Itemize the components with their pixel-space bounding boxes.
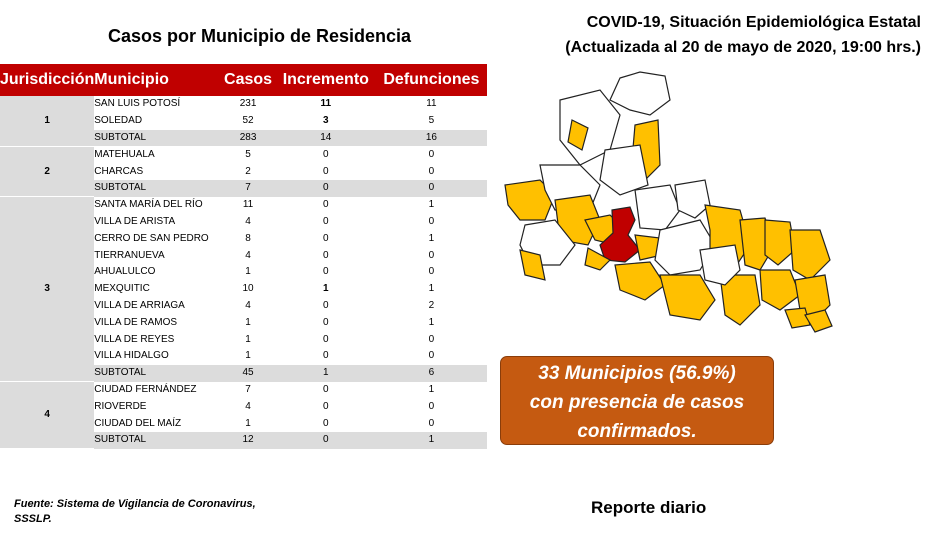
casos-cell: 4 <box>245 400 251 412</box>
municipality-region <box>760 270 800 310</box>
casos-cell: 2 <box>245 165 251 177</box>
source-line-2: SSSLP. <box>14 513 52 525</box>
municipio-cell: SANTA MARÍA DEL RÍO <box>94 199 203 211</box>
casos-cell: 11 <box>242 199 254 211</box>
subtotal-casos: 7 <box>220 180 276 197</box>
defunciones-cell: 0 <box>428 215 435 227</box>
defunciones-cell: 0 <box>428 333 435 345</box>
casos-cell: 7 <box>245 383 251 395</box>
defunciones-cell: 5 <box>428 115 435 127</box>
casos-cell: 4 <box>245 215 251 227</box>
callout-line-1: 33 Municipios (56.9%) <box>538 363 736 384</box>
defunciones-cell: 0 <box>428 148 435 160</box>
report-update-date: (Actualizada al 20 de mayo de 2020, 19:00 hrs.) <box>565 39 921 56</box>
municipio-cell: CIUDAD FERNÁNDEZ <box>94 383 197 395</box>
incremento-cell: 11 <box>320 98 332 110</box>
subtotal-casos: 12 <box>220 432 276 449</box>
defunciones-cell: 0 <box>428 266 435 278</box>
table-row <box>0 146 487 163</box>
table-title: Casos por Municipio de Residencia <box>108 26 412 46</box>
col-incremento: Incremento <box>276 64 376 96</box>
municipio-cell: MEXQUITIC <box>94 283 150 295</box>
municipio-cell: CHARCAS <box>94 165 144 177</box>
municipality-region <box>635 185 680 230</box>
jurisdiccion-cell: 3 <box>0 197 94 382</box>
municipality-region <box>600 145 648 195</box>
subtotal-incremento: 0 <box>276 180 376 197</box>
casos-cell: 4 <box>245 299 251 311</box>
incremento-cell: 0 <box>323 266 329 278</box>
municipio-cell: SAN LUIS POTOSÍ <box>94 98 181 110</box>
municipality-region <box>615 262 665 300</box>
report-title: COVID-19, Situación Epidemiológica Estatal <box>586 14 921 31</box>
jurisdiccion-cell: 4 <box>0 382 94 449</box>
defunciones-cell: 1 <box>428 383 435 395</box>
casos-cell: 4 <box>245 249 251 261</box>
municipality-region <box>610 72 670 115</box>
source-note <box>14 497 304 527</box>
subtotal-label: SUBTOTAL <box>94 365 220 382</box>
callout-line-2: con presencia de casos <box>529 392 745 413</box>
defunciones-cell: 1 <box>428 283 435 295</box>
defunciones-cell: 0 <box>428 350 435 362</box>
summary-callout <box>500 356 774 445</box>
report-label: Reporte diario <box>591 498 707 517</box>
casos-cell: 1 <box>245 350 251 362</box>
incremento-cell: 3 <box>323 115 329 127</box>
defunciones-cell: 11 <box>426 98 437 110</box>
defunciones-cell: 0 <box>428 417 435 429</box>
subtotal-defunciones: 16 <box>376 130 487 147</box>
col-jurisdiccion: Jurisdicción <box>0 64 94 96</box>
jurisdiccion-cell: 1 <box>0 96 94 146</box>
subtotal-label: SUBTOTAL <box>94 432 220 449</box>
casos-cell: 1 <box>245 266 251 278</box>
defunciones-cell: 0 <box>428 249 435 261</box>
municipio-cell: VILLA HIDALGO <box>94 350 169 362</box>
defunciones-cell: 0 <box>428 165 435 177</box>
incremento-cell: 0 <box>323 165 329 177</box>
defunciones-cell: 0 <box>428 400 435 412</box>
casos-cell: 231 <box>239 98 257 110</box>
casos-cell: 1 <box>245 333 251 345</box>
municipality-region <box>660 275 715 320</box>
municipio-cell: CIUDAD DEL MAÍZ <box>94 417 182 429</box>
subtotal-label: SUBTOTAL <box>94 130 220 147</box>
municipality-region <box>675 180 710 218</box>
incremento-cell: 0 <box>323 333 329 345</box>
incremento-cell: 0 <box>323 400 329 412</box>
incremento-cell: 0 <box>323 299 329 311</box>
municipality-region <box>790 230 830 280</box>
casos-cell: 1 <box>245 316 251 328</box>
col-defunciones: Defunciones <box>376 64 487 96</box>
subtotal-incremento: 14 <box>276 130 376 147</box>
incremento-cell: 0 <box>323 316 329 328</box>
table-row <box>0 96 487 113</box>
incremento-cell: 0 <box>323 383 329 395</box>
state-map <box>500 70 845 340</box>
incremento-cell: 0 <box>323 350 329 362</box>
municipio-cell: VILLA DE REYES <box>94 333 175 345</box>
incremento-cell: 0 <box>323 215 329 227</box>
municipio-cell: RIOVERDE <box>94 400 147 412</box>
casos-cell: 8 <box>245 232 251 244</box>
municipio-cell: MATEHUALA <box>94 148 155 160</box>
subtotal-casos: 45 <box>220 365 276 382</box>
subtotal-incremento: 1 <box>276 365 376 382</box>
callout-line-3: confirmados. <box>577 421 697 442</box>
municipio-cell: VILLA DE ARRIAGA <box>94 299 185 311</box>
casos-cell: 10 <box>242 283 254 295</box>
incremento-cell: 0 <box>323 249 329 261</box>
table-row <box>0 382 487 399</box>
casos-cell: 1 <box>245 417 251 429</box>
municipio-cell: VILLA DE ARISTA <box>94 215 176 227</box>
defunciones-cell: 1 <box>428 232 435 244</box>
subtotal-defunciones: 6 <box>376 365 487 382</box>
subtotal-label: SUBTOTAL <box>94 180 220 197</box>
cases-table <box>0 64 487 449</box>
col-municipio: Municipio <box>94 64 220 96</box>
defunciones-cell: 1 <box>428 316 435 328</box>
casos-cell: 52 <box>242 115 254 127</box>
casos-cell: 5 <box>245 148 251 160</box>
report-header <box>565 10 921 60</box>
jurisdiccion-cell: 2 <box>0 146 94 196</box>
table-row <box>0 197 487 214</box>
incremento-cell: 0 <box>323 417 329 429</box>
subtotal-incremento: 0 <box>276 432 376 449</box>
municipio-cell: TIERRANUEVA <box>94 249 165 261</box>
table-header-row <box>0 64 487 96</box>
municipality-regions <box>505 72 832 332</box>
incremento-cell: 0 <box>323 148 329 160</box>
incremento-cell: 0 <box>323 232 329 244</box>
defunciones-cell: 2 <box>428 299 435 311</box>
municipio-cell: SOLEDAD <box>94 115 143 127</box>
col-casos: Casos <box>220 64 276 96</box>
table-body <box>0 96 487 449</box>
subtotal-defunciones: 1 <box>376 432 487 449</box>
municipio-cell: CERRO DE SAN PEDRO <box>94 232 209 244</box>
municipio-cell: VILLA DE RAMOS <box>94 316 178 328</box>
source-line-1: Fuente: Sistema de Vigilancia de Coronavirus, <box>14 498 256 510</box>
municipio-cell: AHUALULCO <box>94 266 156 278</box>
defunciones-cell: 1 <box>428 199 435 211</box>
subtotal-casos: 283 <box>220 130 276 147</box>
incremento-cell: 1 <box>323 283 329 295</box>
incremento-cell: 0 <box>323 199 329 211</box>
subtotal-defunciones: 0 <box>376 180 487 197</box>
